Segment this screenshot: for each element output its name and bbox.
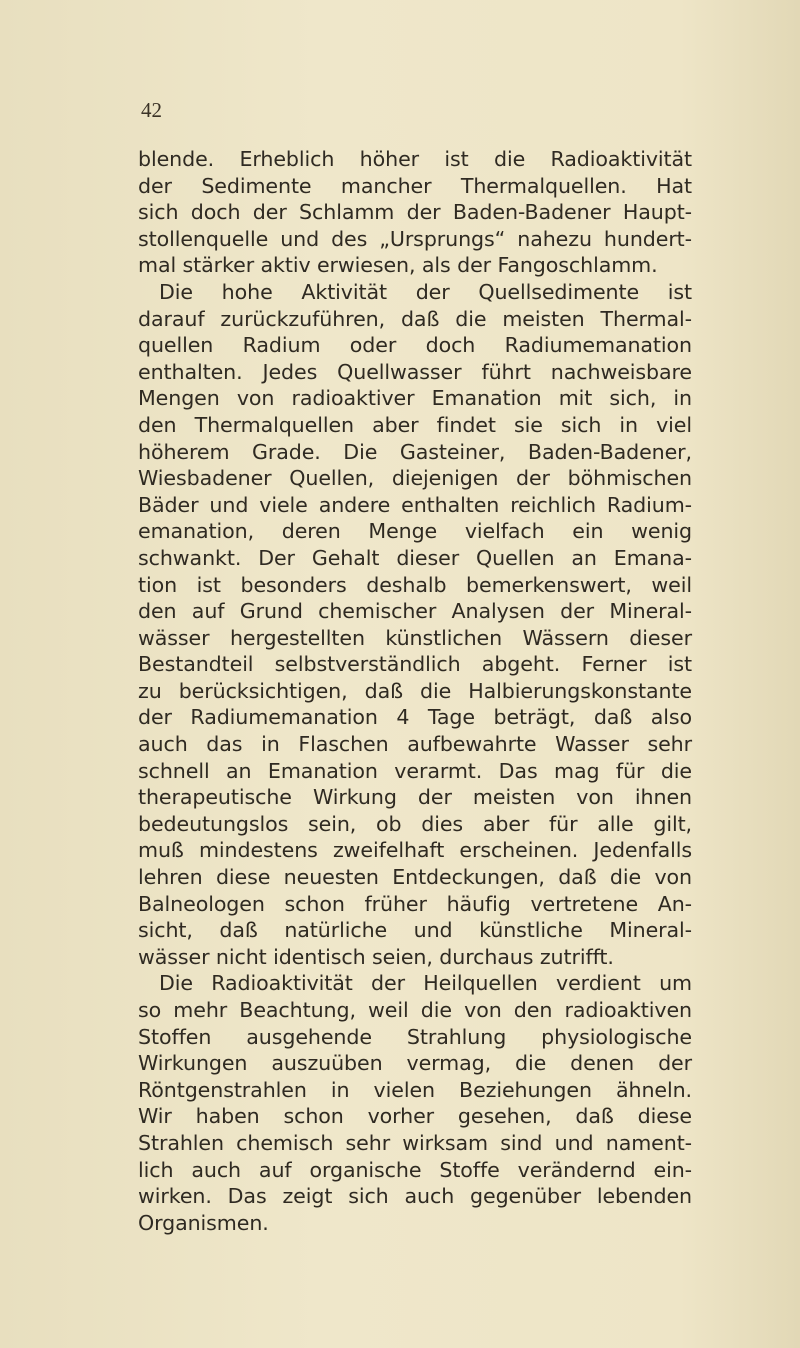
text-line: sicht, daß natürliche und künstliche Mineral- <box>138 918 692 943</box>
text-line: darauf zurückzuführen, daß die meisten Thermal- <box>138 306 692 331</box>
text-line: Wir haben schon vorher gesehen, daß diese <box>138 1104 692 1129</box>
text-line: Organismen. <box>138 1210 269 1235</box>
text-line: so mehr Beachtung, weil die von den radioaktiven <box>138 998 692 1022</box>
text-line: den auf Grund chemischer Analysen der Mineral- <box>138 599 692 624</box>
text-line: Die Radioaktivität der Heilquellen verdient um <box>159 971 692 996</box>
text-line: der Radiumemanation 4 Tage beträgt, daß also <box>138 705 692 730</box>
text-line: Bestandteil selbstverständlich abgeht. Ferner ist <box>138 652 692 677</box>
page-number: 42 <box>141 98 162 122</box>
text-line: therapeutische Wirkung der meisten von ihnen <box>138 785 692 810</box>
text-line: bedeutungslos sein, ob dies aber für alle gilt, <box>138 811 692 836</box>
text-line: quellen Radium oder doch Radiumemanation <box>138 333 692 358</box>
text-line: der Sedimente mancher Thermalquellen. Hat <box>138 173 692 198</box>
text-line: Bäder und viele andere enthalten reichlich Radium- <box>138 492 692 517</box>
text-line: Wirkungen auszuüben vermag, die denen der <box>138 1051 692 1076</box>
text-line: stollenquelle und des „Ursprungs“ nahezu hundert- <box>138 226 692 251</box>
text-line: tion ist besonders deshalb bemerkenswert, weil <box>138 572 692 597</box>
text-line: auch das in Flaschen aufbewahrte Wasser sehr <box>138 732 692 757</box>
text-line: blende. Erheblich höher ist die Radioaktivität <box>138 147 692 171</box>
text-line: Röntgenstrahlen in vielen Beziehungen ähneln. <box>138 1077 692 1102</box>
text-line: mal stärker aktiv erwiesen, als der Fangoschlamm. <box>138 253 658 278</box>
text-line: lehren diese neuesten Entdeckungen, daß die von <box>138 865 692 890</box>
text-line: Die hohe Aktivität der Quellsedimente ist <box>159 279 692 304</box>
text-line: schnell an Emanation verarmt. Das mag für die <box>138 758 692 783</box>
text-line: Mengen von radioaktiver Emanation mit sich, in <box>138 386 692 411</box>
text-line: schwankt. Der Gehalt dieser Quellen an Emana- <box>138 545 692 570</box>
text-line: den Thermalquellen aber findet sie sich in viel <box>138 412 692 437</box>
text-line: wässer nicht identisch seien, durchaus zutrifft. <box>138 944 614 969</box>
text-line: Wiesbadener Quellen, diejenigen der böhmischen <box>138 466 692 491</box>
text-line: Stoffen ausgehende Strahlung physiologische <box>138 1024 692 1049</box>
text-line: Strahlen chemisch sehr wirksam sind und nament- <box>138 1130 692 1155</box>
text-line: sich doch der Schlamm der Baden-Badener Haupt- <box>138 200 692 225</box>
text-line: wirken. Das zeigt sich auch gegenüber lebenden <box>138 1184 692 1209</box>
text-line: muß mindestens zweifelhaft erscheinen. Jedenfalls <box>138 838 692 863</box>
text-line: wässer hergestellten künstlichen Wässern dieser <box>138 625 692 650</box>
text-line: lich auch auf organische Stoffe verändernd ein- <box>138 1157 692 1182</box>
text-line: Balneologen schon früher häufig vertretene An- <box>138 891 692 916</box>
text-line: zu berücksichtigen, daß die Halbierungskonstante <box>138 678 692 703</box>
body-text <box>138 146 692 1236</box>
text-line: emanation, deren Menge vielfach ein wenig <box>138 519 692 544</box>
text-line: enthalten. Jedes Quellwasser führt nachweisbare <box>138 359 692 384</box>
text-line: höherem Grade. Die Gasteiner, Baden-Badener, <box>138 439 692 464</box>
